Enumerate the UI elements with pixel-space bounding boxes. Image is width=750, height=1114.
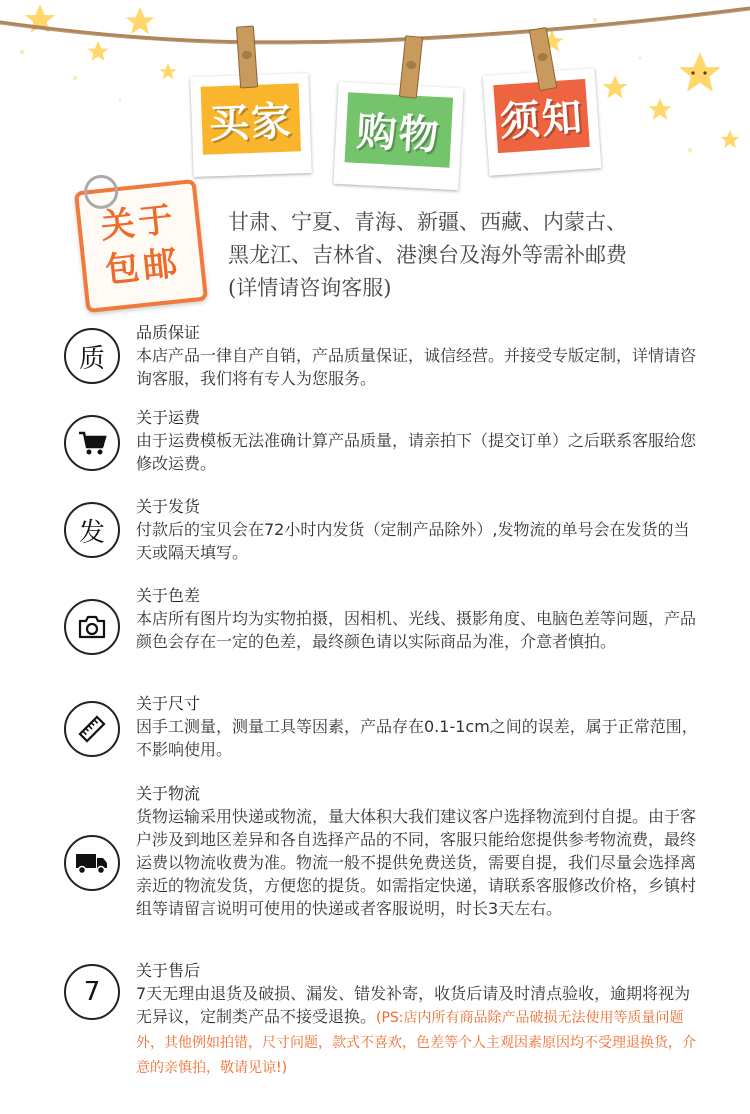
- ruler-icon: [64, 701, 120, 757]
- section-title: 关于尺寸: [136, 694, 201, 713]
- section-body: 因手工测量，测量工具等因素，产品存在0.1-1cm之间的误差，属于正常范围，不影响使用。: [136, 717, 698, 759]
- section-after-sales: [64, 960, 704, 1080]
- banner-word-shop: 购物: [345, 92, 454, 167]
- section-body: 本店所有图片均为实物拍摄，因相机、光线、摄影角度、电脑色差等问题，产品颜色会存在一定的色差，最终颜色请以实际商品为准，介意者慎拍。: [136, 609, 697, 651]
- postal-regions: [228, 206, 728, 305]
- tag-line-2: 包邮: [103, 243, 184, 291]
- tag-line-1: 关于: [98, 199, 179, 247]
- section-title: 关于色差: [136, 586, 201, 605]
- section-shipping: [64, 496, 704, 566]
- quality-icon: 质: [64, 328, 120, 384]
- postal-line: (详情请咨询客服): [228, 276, 392, 300]
- cart-icon: [64, 415, 120, 471]
- camera-icon: [64, 599, 120, 655]
- hanging-rope: [0, 0, 750, 80]
- postal-line: 黑龙江、吉林省、港澳台及海外等需补邮费: [228, 243, 627, 267]
- shipping-icon: 发: [64, 502, 120, 558]
- section-body: 由于运费模板无法准确计算产品质量，请亲拍下（提交订单）之后联系客服给您修改运费。: [136, 431, 697, 473]
- after-sales-note: (PS:店内所有商品除产品破损无法使用等质量问题外，其他例如拍错，尺寸问题，款式不喜欢，色差等个人主观因素原因均不受理退换货，介意的亲慎拍，敬请见谅!): [136, 1010, 696, 1076]
- postal-tag: [74, 179, 208, 313]
- section-freight: [64, 407, 704, 477]
- banner-card-buy: [190, 73, 311, 177]
- postal-line: 甘肃、宁夏、青海、新疆、西藏、内蒙古、: [228, 210, 627, 234]
- section-title: 关于物流: [136, 784, 201, 803]
- banner-word-notice: 须知: [493, 79, 590, 153]
- section-title: 关于发货: [136, 497, 201, 516]
- section-body: [136, 982, 698, 1080]
- banner-word-buy: 买家: [201, 83, 301, 154]
- section-body: 货物运输采用快递或物流，量大体积大我们建议客户选择物流到付自提。由于客户涉及到地区差异和各自选择产品的不同，客服只能给您提供参考物流费，最终运费以物流收费为准。物流一般不提供免费送货，需要自提，我们尽量会选择离亲近的物流发货，方便您的提货。如需指定快递，请联系客服修改价格，乡镇村组等请留言说明可使用的快递或者客服说明，时长3天左右。: [136, 807, 697, 918]
- section-size: [64, 693, 704, 763]
- section-quality: [64, 322, 704, 392]
- section-color: [64, 585, 704, 677]
- section-body: 付款后的宝贝会在72小时内发货（定制产品除外）,发物流的单号会在发货的当天或隔天填写。: [136, 520, 690, 562]
- section-title: 关于售后: [136, 961, 201, 980]
- truck-icon: [64, 835, 120, 891]
- seven-day-icon: 7: [64, 964, 120, 1020]
- section-title: 关于运费: [136, 408, 201, 427]
- section-title: 品质保证: [136, 323, 201, 342]
- section-body: 本店产品一律自产自销，产品质量保证，诚信经营。并接受专版定制，详情请咨询客服，我们将有专人为您服务。: [136, 346, 697, 388]
- after-sales-text: 7天无理由退货及破损、漏发、错发补寄，收货后请及时清点验收，逾期将视为无异议，定制类产品不接受退换。: [136, 984, 691, 1026]
- section-logistics: [64, 783, 704, 943]
- banner-card-shop: [333, 82, 463, 190]
